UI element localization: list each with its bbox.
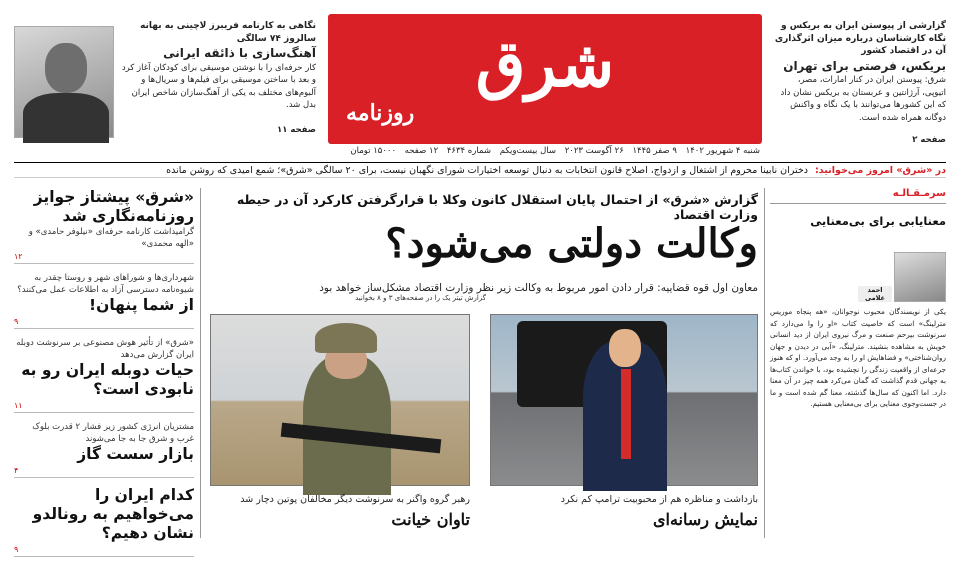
- masthead: [328, 14, 762, 144]
- left-item[interactable]: [14, 272, 194, 329]
- teaser-lachini-page: صفحه ۱۱: [277, 124, 316, 135]
- lead-headline[interactable]: وکالت دولتی می‌شود؟: [385, 220, 758, 267]
- page-count: ۱۲ صفحه: [404, 146, 439, 156]
- wagner-caption: رهبر گروه واگنر به سرنوشت دیگر مخالفان پوتین دچار شد: [240, 494, 470, 505]
- lead-deck: معاون اول قوه قضاییه: قرار دادن امور مربوط به وکالت زیر نظر وزارت اقتصاد مشکل‌ساز خواهد بود: [319, 282, 758, 294]
- wagner-photo[interactable]: [210, 314, 470, 486]
- year: سال بیست‌ویکم: [499, 146, 556, 156]
- teaser-lachini-body: کار حرفه‌ای را با نوشتن موسیقی برای کودکان آغاز کرد و بعد با ساختن موسیقی برای فیلم‌ها و سریال‌ها و آلبوم‌های مختلف به یکی از آهنگ‌سازان شاخص ایران بدل شد.: [121, 62, 316, 110]
- dateline: [340, 146, 760, 156]
- left-item-page: ۱۱: [14, 401, 194, 413]
- author-name: احمد غلامی: [858, 286, 892, 302]
- teaser-brics-headline: بریکس، فرصتی برای تهران: [783, 58, 946, 73]
- teaser-brics-page: صفحه ۲: [912, 135, 946, 145]
- trump-photo[interactable]: [490, 314, 758, 486]
- price: ۱۵۰۰۰ تومان: [350, 146, 397, 156]
- left-item-headline: کدام ایران را می‌خواهیم به رونالدو نشان دهیم؟: [32, 486, 194, 542]
- ticker-label: در «شرق» امروز می‌خوانید:: [815, 165, 946, 176]
- teaser-lachini-headline: آهنگ‌سازی با ذائقه ایرانی: [163, 46, 316, 60]
- left-item-summary: مشتریان انرژی کشور زیر فشار ۲ قدرت بلوک غرب و شرق جا به جا می‌شوند: [32, 422, 194, 444]
- masthead-title: شرق: [475, 27, 615, 102]
- teaser-brics-body: شرق: پیوستن ایران در کنار امارات، مصر، اتیوپی، آرژانتین و عربستان به بریکس نشان داد که این کشورها می‌توانند با یک نگاه و واکنش دوگانه همراه شده است.: [780, 75, 946, 123]
- masthead-subtitle: روزنامه: [346, 100, 415, 126]
- lead-credit: گزارش تیتر یک را در صفحه‌های ۳ و ۸ بخوانید: [355, 294, 486, 302]
- left-item[interactable]: [14, 188, 194, 264]
- teaser-lachini[interactable]: [120, 20, 316, 136]
- left-item-page: ۱۲: [14, 252, 194, 264]
- left-item-headline: «شرق» پیشتاز جوایز روزنامه‌نگاری شد: [33, 188, 194, 225]
- left-item-summary: «شرق» از تأثیر هوش مصنوعی بر سرنوشت دوبله ایران گزارش می‌دهد: [16, 338, 194, 360]
- left-item-page: ۹: [14, 545, 194, 557]
- portrait-photo: [14, 26, 114, 138]
- left-item-summary: گرامیداشت کارنامه حرفه‌ای «نیلوفر حامدی» و «الهه محمدی»: [28, 227, 194, 249]
- wagner-headline[interactable]: تاوان خیانت: [391, 510, 470, 529]
- editorial-headline[interactable]: معنایابی برای بی‌معنایی: [810, 214, 946, 228]
- left-item-page: ۹: [14, 317, 194, 329]
- left-item-page: ۴: [14, 466, 194, 478]
- lead-kicker: گزارش «شرق» از احتمال پایان استقلال کانون وکلا با قرارگرفتن کارکرد آن در حیطه وزارت اقتصاد: [236, 192, 758, 222]
- ticker-text: دختران نابینا محروم از اشتغال و ازدواج، اصلاح قانون انتخابات به دنبال توسعه اختیارات شورای نگهبان نیست، برای ۲۰ سالگی «شرق»؛ شمع امیدی که روشن مانده: [166, 165, 808, 176]
- right-column-divider: [764, 188, 765, 538]
- left-item-headline: از شما پنهان!: [89, 296, 194, 314]
- teaser-brics-kicker: گزارشی از پیوستن ایران به بریکس و نگاه کارشناسان درباره میزان اثرگذاری آن در اقتصاد کشور: [774, 21, 946, 56]
- left-item-headline: حیات دوبله ایران رو به نابودی است؟: [21, 361, 194, 398]
- left-column-divider: [200, 188, 201, 538]
- trump-caption: بازداشت و مناظره هم از محبوبیت ترامپ کم نکرد: [560, 494, 758, 505]
- left-column: [14, 188, 194, 565]
- left-item[interactable]: [14, 421, 194, 478]
- left-item-summary: شهرداری‌ها و شوراهای شهر و روستا چقدر به شیوه‌نامه دسترسی آزاد به اطلاعات عمل می‌کنند؟: [17, 273, 194, 295]
- trump-headline[interactable]: نمایش رسانه‌ای: [652, 510, 758, 529]
- teaser-lachini-kicker: نگاهی به کارنامه فریبرز لاچینی به بهانه سالروز ۷۴ سالگی: [140, 21, 316, 44]
- gregorian-date: ۲۶ آگوست ۲۰۲۳: [564, 146, 624, 156]
- issue-number: شماره ۴۶۳۴: [446, 146, 491, 156]
- editorial-body: یکی از نویسندگان محبوب نوجوانان، «هه پنجاه موریس مترلینگ» است که خاصیت کتاب «او را وا می‌دارد که سرنوشت بیرحم صنعت و مرگ نیروی ایران از دید انسانی خویش به مشاهده بنشیند. مترلینگ، «آبی در دیدن و جهان روان‌شناختی» و فضاهایش او را به وجد می‌آورد. او که هنوز جرعه‌ای از واقعیت زندگی را نچشیده بود، با خواندن کتاب‌ها به جهانی قدم گذاشت که گمان می‌کرد همه چیز در آن معنا دارد. اما اکنون که سال‌ها گذشته، معنا گم شده است و ما در جست‌وجوی معنایی برای بی‌معنایی هستیم.: [770, 307, 946, 408]
- left-item-headline: بازار سست گاز: [77, 445, 194, 463]
- hijri-date: ۹ صفر ۱۴۴۵: [632, 146, 677, 156]
- editorial-section-label: سرمـقـالـه: [770, 188, 946, 204]
- editorial: [770, 188, 946, 228]
- teaser-brics[interactable]: [774, 20, 946, 147]
- date: شنبه ۴ شهریور ۱۴۰۲: [685, 146, 760, 156]
- author-avatar: [894, 252, 946, 302]
- left-item[interactable]: [14, 486, 194, 557]
- left-item[interactable]: [14, 337, 194, 413]
- ticker: [14, 162, 946, 178]
